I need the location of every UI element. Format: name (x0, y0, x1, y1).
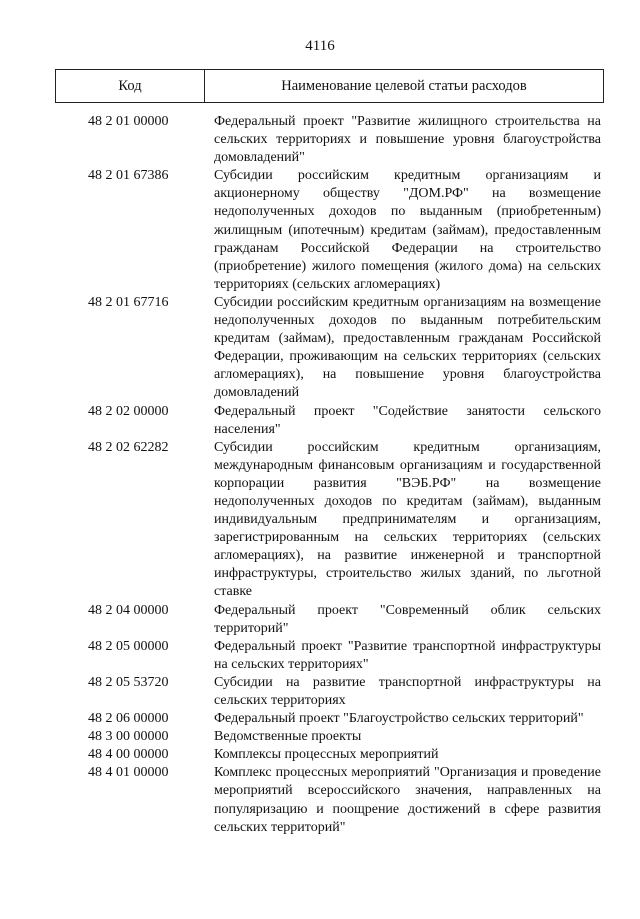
row-name: Федеральный проект "Развитие жилищного строительства на сельских территориях и повышение уровня благоустройства домовладений" (214, 114, 601, 166)
row-code: 48 2 01 67716 (88, 294, 169, 310)
row-name: Субсидии российским кредитным организациям, международным финансовым организациям и государственной корпорации развития "ВЭБ.РФ" на возмещение недополученных доходов по кредитам (займам), выданным индивидуальным предпринимателям и организациям, зарегистрированным на сельских территориях (сельских агломерациях), на развитие инженерной и транспортной инфраструктуры, строительство жилых зданий, по льготной ставке (214, 439, 601, 600)
table-row (0, 674, 640, 710)
table-row (0, 746, 640, 764)
row-code: 48 2 01 00000 (88, 114, 169, 129)
row-code: 48 2 02 62282 (88, 439, 169, 455)
row-name: Субсидии на развитие транспортной инфраструктуры на сельских территориях (214, 674, 601, 708)
header-code: Код (56, 70, 205, 103)
row-name: Комплексы процессных мероприятий (214, 747, 439, 763)
row-code: 48 2 05 00000 (88, 638, 169, 654)
row-code: 48 2 01 67386 (88, 168, 169, 184)
row-code: 48 2 06 00000 (88, 711, 169, 727)
row-name: Федеральный проект "Содействие занятости сельского населения" (214, 403, 601, 437)
table-row (0, 710, 640, 728)
table-row (0, 294, 640, 403)
row-code: 48 3 00 00000 (88, 729, 169, 745)
header-name: Наименование целевой статьи расходов (205, 70, 604, 103)
table-row (0, 113, 640, 167)
row-name: Федеральный проект "Благоустройство сельских территорий" (214, 711, 584, 727)
row-name: Комплекс процессных мероприятий "Организация и проведение мероприятий всероссийского значения, направленных на популяризацию и поощрение достижений в сфере развития сельских территорий" (214, 765, 601, 835)
row-code: 48 2 05 53720 (88, 674, 169, 690)
budget-items-list (0, 113, 640, 837)
row-name: Федеральный проект "Развитие транспортной инфраструктуры на сельских территориях" (214, 638, 601, 672)
row-name: Федеральный проект "Современный облик сельских территорий" (214, 602, 601, 636)
table-row (0, 728, 640, 746)
table-row (0, 439, 640, 602)
row-code: 48 2 02 00000 (88, 403, 169, 419)
table-row (0, 638, 640, 674)
table-row (0, 167, 640, 294)
table-header (55, 69, 604, 103)
table-row (0, 403, 640, 439)
row-code: 48 2 04 00000 (88, 602, 169, 618)
row-name: Субсидии российским кредитным организациям и акционерному обществу "ДОМ.РФ" на возмещение недополученных доходов по выданным (приобретенным) жилищным (ипотечным) кредитам (займам), предоставленным гражданам Российской Федерации на строительство (приобретение) жилого помещения (жилого дома) на сельских территориях (сельских агломерациях) (214, 168, 601, 292)
row-name: Ведомственные проекты (214, 729, 362, 745)
table-row (0, 764, 640, 836)
row-code: 48 4 00 00000 (88, 747, 169, 763)
page-number: 4116 (305, 38, 335, 54)
row-code: 48 4 01 00000 (88, 765, 169, 781)
row-name: Субсидии российским кредитным организациям на возмещение недополученных доходов по выданным потребительским кредитам (займам), предоставленным гражданам Российской Федерации, проживающим на сельских территориях (сельских агломерациях), на повышение уровня благоустройства домовладений (214, 294, 601, 401)
table-row (0, 602, 640, 638)
